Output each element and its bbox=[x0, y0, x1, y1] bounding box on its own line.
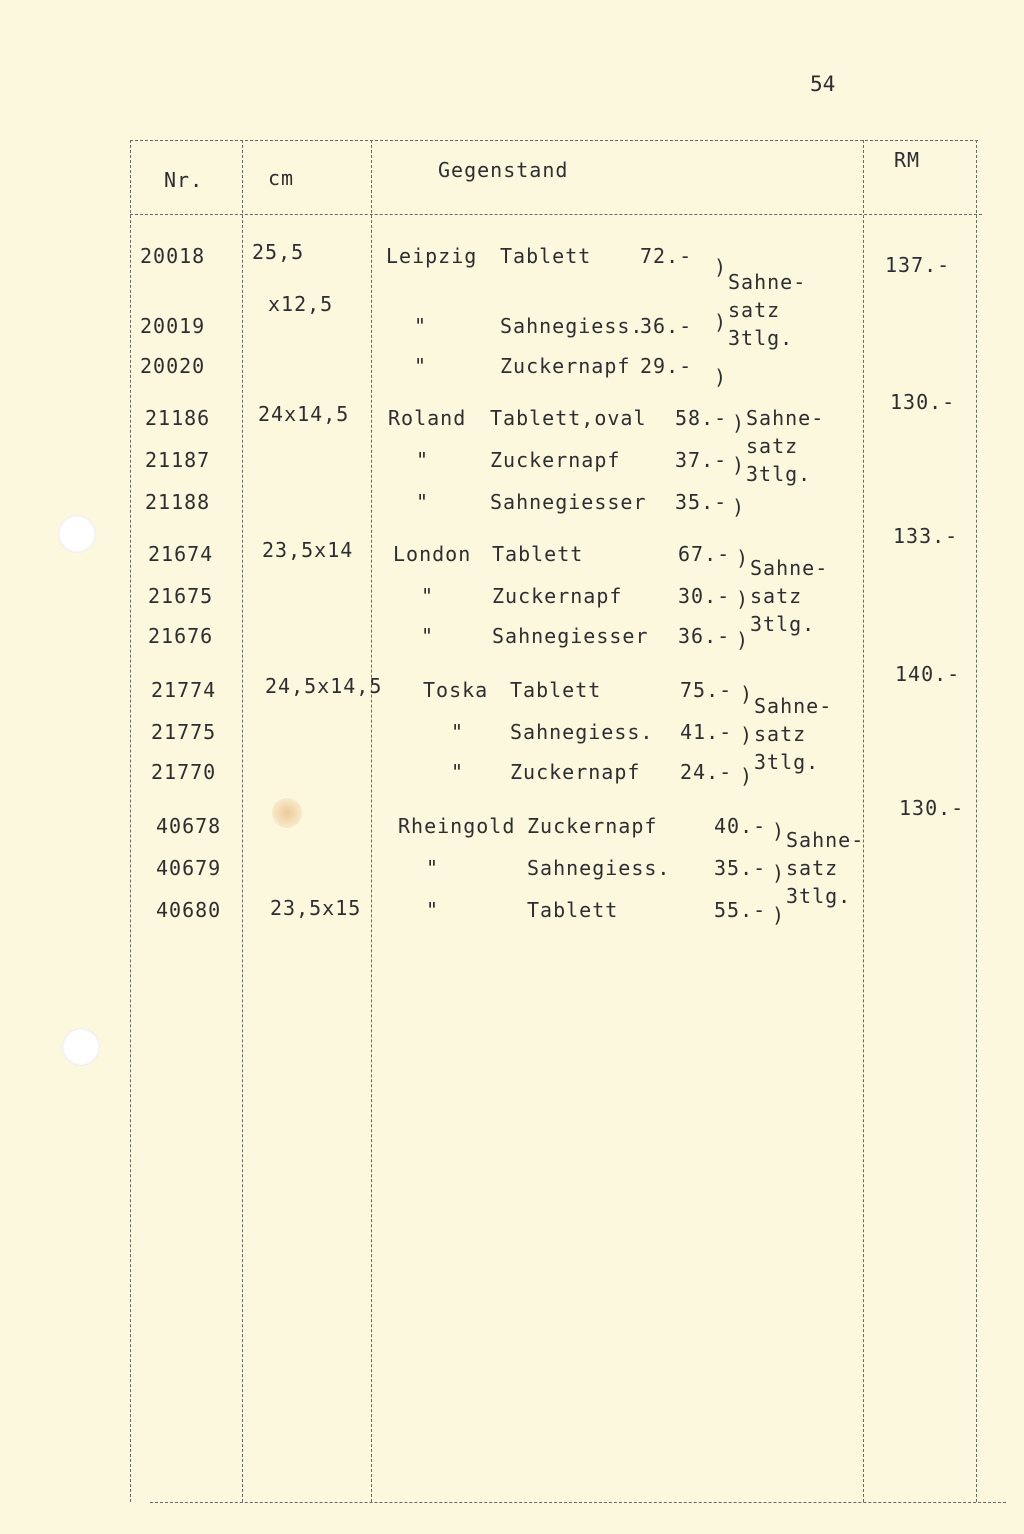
set-note: 3tlg. bbox=[746, 462, 812, 486]
item-number: 40679 bbox=[156, 856, 222, 880]
item-dimensions: 23,5x14 bbox=[262, 538, 354, 562]
set-note: satz bbox=[754, 722, 807, 746]
item-price: 29.- bbox=[640, 354, 693, 378]
item-price: 36.- bbox=[678, 624, 731, 648]
page-number: 54 bbox=[810, 72, 836, 96]
item-price: 30.- bbox=[678, 584, 731, 608]
group-total-price: 130.- bbox=[890, 390, 956, 414]
set-note: satz bbox=[728, 298, 781, 322]
item-owner-name: " bbox=[416, 448, 430, 472]
item-owner-name: Toska bbox=[423, 678, 489, 702]
set-note: 3tlg. bbox=[754, 750, 820, 774]
item-object: Zuckernapf bbox=[490, 448, 621, 472]
set-note: satz bbox=[746, 434, 799, 458]
item-dimensions: 23,5x15 bbox=[270, 896, 362, 920]
item-price: 36.- bbox=[640, 314, 693, 338]
item-price: 35.- bbox=[675, 490, 728, 514]
item-object: Tablett bbox=[527, 898, 619, 922]
item-price: 75.- bbox=[680, 678, 733, 702]
set-note: Sahne- bbox=[754, 694, 833, 718]
item-number: 40678 bbox=[156, 814, 222, 838]
item-object: Sahnegiess. bbox=[527, 856, 671, 880]
item-object: Sahnegiesser bbox=[492, 624, 649, 648]
punch-hole-upper bbox=[58, 515, 96, 553]
item-number: 40680 bbox=[156, 898, 222, 922]
item-object: Sahnegiess. bbox=[510, 720, 654, 744]
item-object: Tablett bbox=[492, 542, 584, 566]
item-number: 21774 bbox=[151, 678, 217, 702]
set-note: satz bbox=[750, 584, 803, 608]
item-number: 21674 bbox=[148, 542, 214, 566]
group-total-price: 140.- bbox=[895, 662, 961, 686]
item-dimensions: x12,5 bbox=[268, 292, 334, 316]
set-brace: ) ) ) bbox=[736, 546, 749, 652]
item-owner-name: " bbox=[416, 490, 430, 514]
set-note: Sahne- bbox=[786, 828, 865, 852]
set-brace: ) ) ) bbox=[732, 411, 745, 519]
item-owner-name: London bbox=[393, 542, 472, 566]
set-note: Sahne- bbox=[750, 556, 829, 580]
item-owner-name: " bbox=[451, 760, 465, 784]
item-number: 20018 bbox=[140, 244, 206, 268]
item-dimensions: 24,5x14,5 bbox=[265, 674, 383, 698]
item-dimensions: 24x14,5 bbox=[258, 402, 350, 426]
punch-hole-lower bbox=[62, 1028, 100, 1066]
header-gegenstand: Gegenstand bbox=[438, 158, 569, 182]
item-owner-name: " bbox=[426, 898, 440, 922]
item-object: Sahnegiess. bbox=[500, 314, 644, 338]
item-number: 21186 bbox=[145, 406, 211, 430]
item-price: 37.- bbox=[675, 448, 728, 472]
set-note: 3tlg. bbox=[728, 326, 794, 350]
item-number: 21675 bbox=[148, 584, 214, 608]
set-brace: ) ) ) bbox=[714, 255, 727, 389]
item-owner-name: Rheingold bbox=[398, 814, 516, 838]
item-object: Zuckernapf bbox=[500, 354, 631, 378]
item-owner-name: Leipzig bbox=[386, 244, 478, 268]
item-number: 21775 bbox=[151, 720, 217, 744]
set-brace: ) ) ) bbox=[772, 819, 785, 927]
item-owner-name: " bbox=[421, 584, 435, 608]
item-object: Tablett bbox=[510, 678, 602, 702]
item-price: 40.- bbox=[714, 814, 767, 838]
group-total-price: 130.- bbox=[899, 796, 965, 820]
item-price: 58.- bbox=[675, 406, 728, 430]
item-number: 21187 bbox=[145, 448, 211, 472]
item-owner-name: " bbox=[451, 720, 465, 744]
set-note: satz bbox=[786, 856, 839, 880]
item-number: 20019 bbox=[140, 314, 206, 338]
item-price: 55.- bbox=[714, 898, 767, 922]
header-nr: Nr. bbox=[164, 168, 204, 192]
paper-stain bbox=[272, 798, 302, 828]
item-owner-name: " bbox=[414, 314, 428, 338]
item-price: 67.- bbox=[678, 542, 731, 566]
item-object: Zuckernapf bbox=[527, 814, 658, 838]
set-note: Sahne- bbox=[728, 270, 807, 294]
item-price: 24.- bbox=[680, 760, 733, 784]
item-price: 41.- bbox=[680, 720, 733, 744]
item-dimensions: 25,5 bbox=[252, 240, 305, 264]
item-number: 21770 bbox=[151, 760, 217, 784]
item-object: Zuckernapf bbox=[492, 584, 623, 608]
item-owner-name: " bbox=[426, 856, 440, 880]
header-rm: RM bbox=[894, 148, 921, 172]
item-owner-name: " bbox=[414, 354, 428, 378]
item-number: 21188 bbox=[145, 490, 211, 514]
set-note: 3tlg. bbox=[786, 884, 852, 908]
set-brace: ) ) ) bbox=[740, 682, 753, 788]
item-owner-name: Roland bbox=[388, 406, 467, 430]
item-object: Tablett bbox=[500, 244, 592, 268]
item-owner-name: " bbox=[421, 624, 435, 648]
item-price: 72.- bbox=[640, 244, 693, 268]
header-cm: cm bbox=[268, 166, 295, 190]
group-total-price: 137.- bbox=[885, 253, 951, 277]
item-object: Tablett,oval bbox=[490, 406, 647, 430]
item-number: 21676 bbox=[148, 624, 214, 648]
group-total-price: 133.- bbox=[893, 524, 959, 548]
item-number: 20020 bbox=[140, 354, 206, 378]
item-object: Sahnegiesser bbox=[490, 490, 647, 514]
item-object: Zuckernapf bbox=[510, 760, 641, 784]
item-price: 35.- bbox=[714, 856, 767, 880]
set-note: 3tlg. bbox=[750, 612, 816, 636]
set-note: Sahne- bbox=[746, 406, 825, 430]
